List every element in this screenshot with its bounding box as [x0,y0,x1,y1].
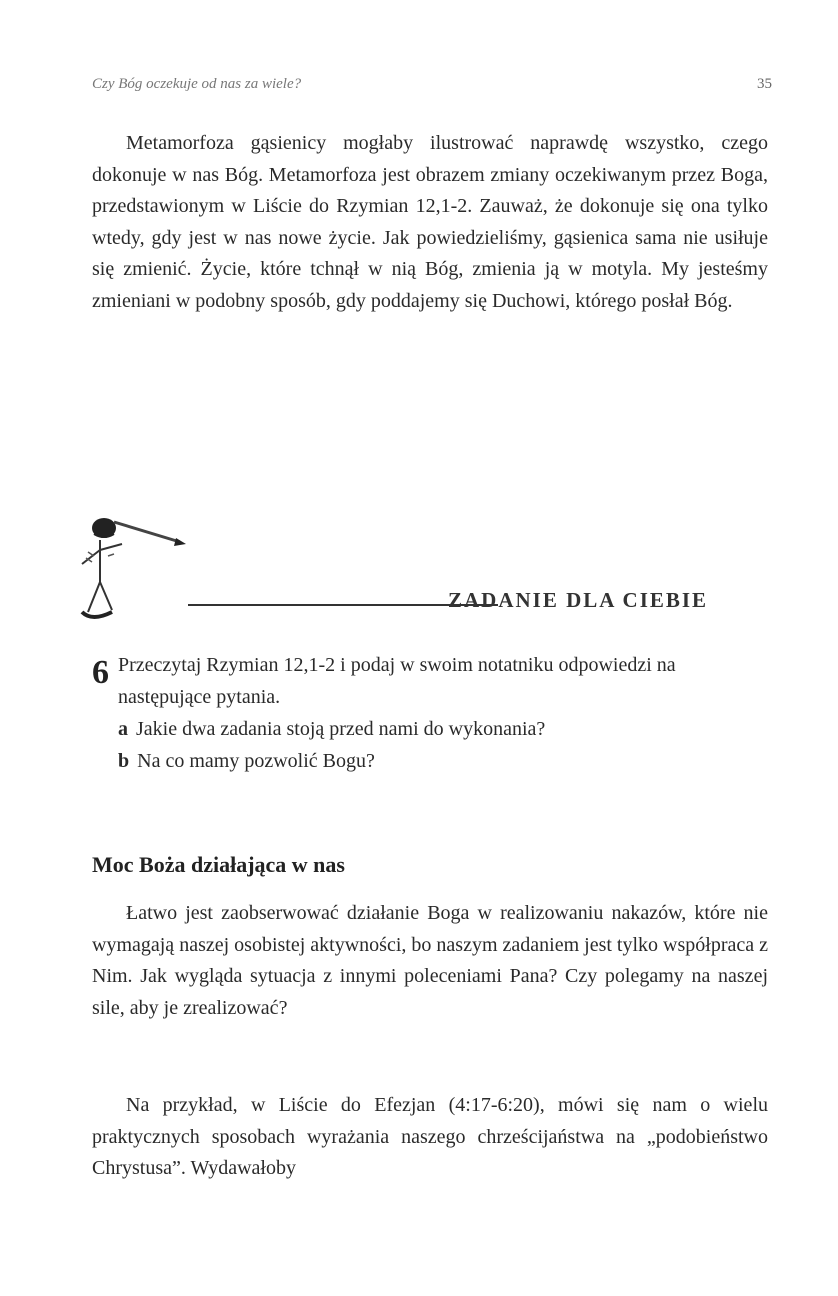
task-number: 6 [92,654,109,691]
section-paragraph-2-text: Na przykład, w Liście do Efezjan (4:17-6:20), mówi się nam o wielu praktycznych sposobach wyrażania naszego chrześcijaństwa na „podobieństwo Chrystusa”. Wydawałoby [92,1094,768,1179]
task-text: Przeczytaj Rzymian 12,1-2 i podaj w swoim notatniku odpowiedzi na następujące pytania. [118,654,676,708]
task-question-b [118,746,375,778]
question-text: Na co mamy pozwolić Bogu? [137,750,375,772]
task-header [70,500,780,640]
question-letter: a [118,718,128,740]
section-paragraph-1 [92,898,768,1024]
question-text: Jakie dwa zadania stoją przed nami do wykonania? [136,718,546,740]
task-question-a [118,714,545,746]
question-letter: b [118,750,130,772]
running-head-title: Czy Bóg oczekuje od nas za wiele? [92,76,302,92]
section-paragraph-2 [92,1090,768,1185]
running-head [92,76,772,93]
section-paragraph-1-text: Łatwo jest zaobserwować działanie Boga w realizowaniu nakazów, które nie wymagają naszej osobistej aktywności, bo naszym zadaniem jest tylko współpraca z Nim. Jak wygląda sytuacja z innymi poleceniami Pana? Czy polegamy na naszej sile, aby je zrealizować? [92,902,768,1019]
paragraph-metamorphosis [92,128,768,317]
section-heading: Moc Boża działająca w nas [92,852,345,877]
task-title: ZADANIE DLA CIEBIE [448,588,709,612]
mascot-illustration-icon [70,500,190,640]
paragraph-metamorphosis-text: Metamorfoza gąsienicy mogłaby ilustrować naprawdę wszystko, czego dokonuje w nas Bóg. Metamorfoza jest obrazem zmiany oczekiwanym przez Boga, przedstawionym w Liście do Rzymian 12,1-2. Zauważ, że dokonuje się ona tylko wtedy, gdy jest w nas nowe życie. Jak powiedzieliśmy, gąsienica sama nie usiłuje się zmienić. Życie, które tchnął w nią Bóg, zmienia ją w motyla. My jesteśmy zmieniani w podobny sposób, gdy poddajemy się Duchowi, którego posłał Bóg. [92,132,768,312]
page-number: 35 [757,76,772,92]
